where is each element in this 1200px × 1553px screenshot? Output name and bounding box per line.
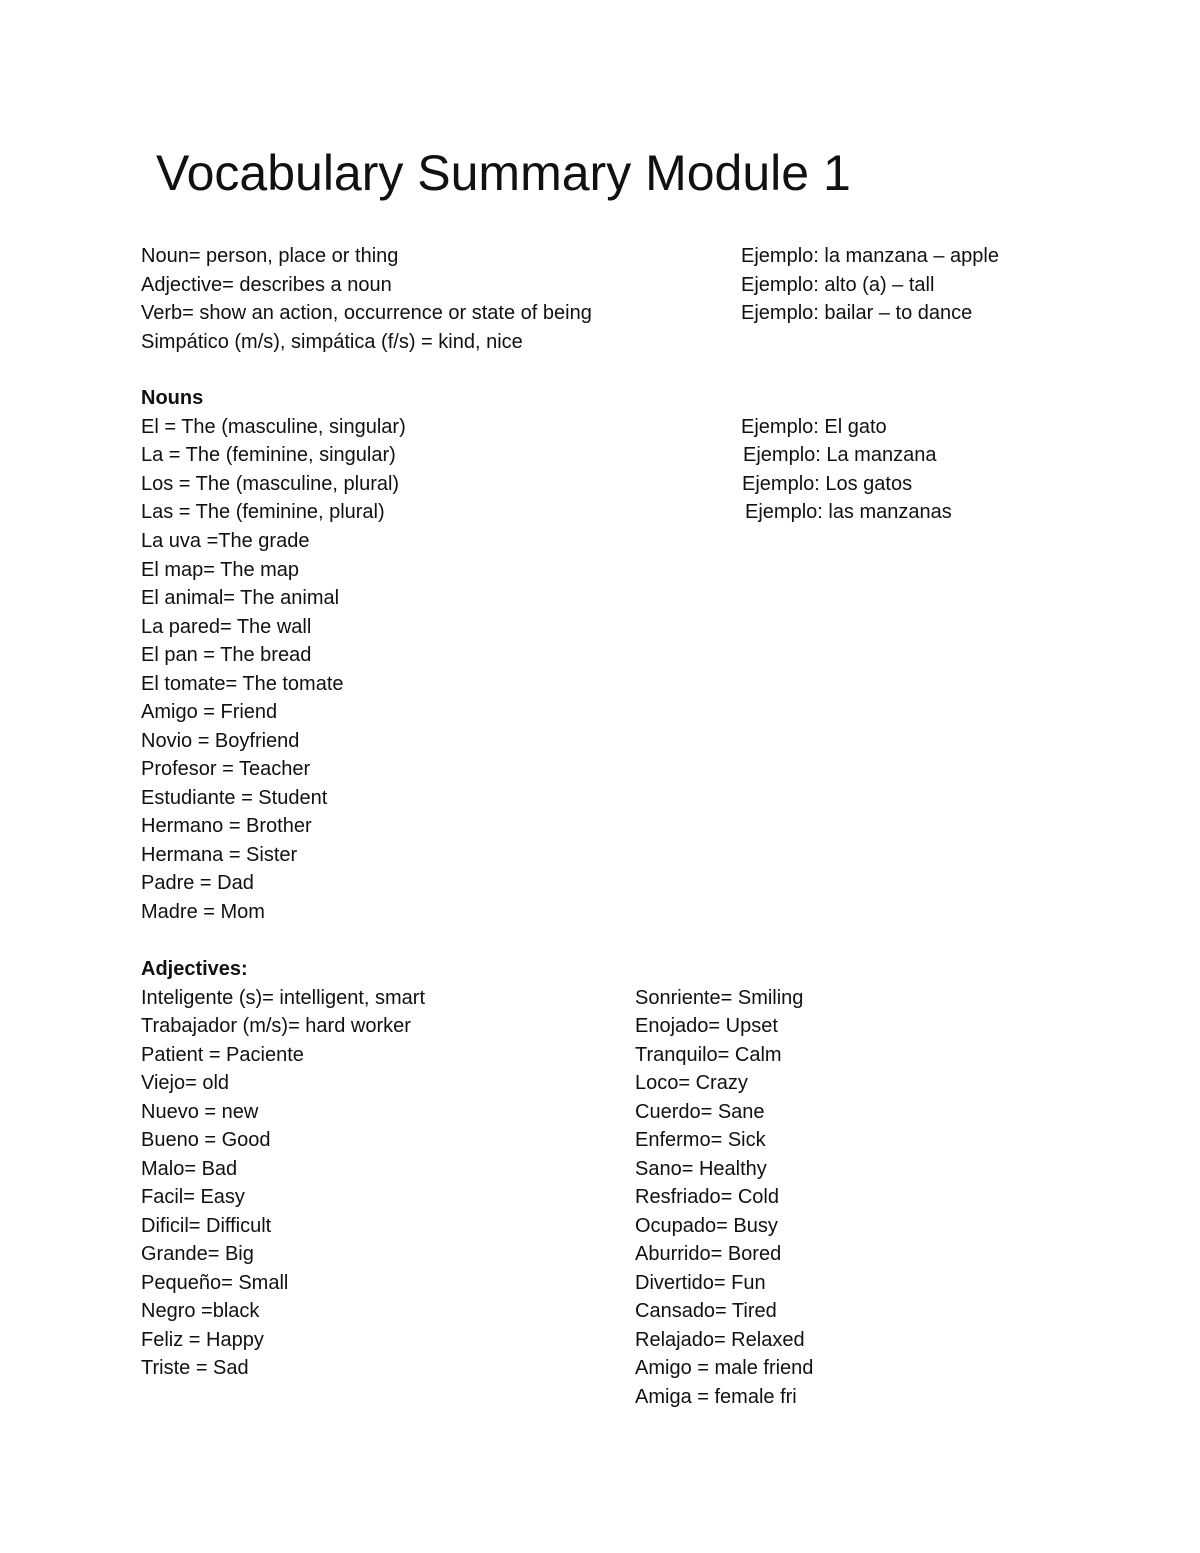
adjective-item-right: Loco= Crazy [635,1072,748,1094]
adjective-item-right: Ocupado= Busy [635,1215,778,1237]
adjective-item: Patient = Paciente [141,1044,304,1066]
nouns-heading: Nouns [141,387,204,409]
adjective-item-right: Amiga = female fri [635,1386,797,1408]
adjective-item: Grande= Big [141,1243,254,1265]
adjective-item-right: Enfermo= Sick [635,1129,766,1151]
definition-verb-example: Ejemplo: bailar – to dance [741,302,973,324]
article-la-example: Ejemplo: La manzana [743,444,937,466]
adjective-item-right: Resfriado= Cold [635,1186,779,1208]
adjective-item: Inteligente (s)= intelligent, smart [141,987,426,1009]
definition-noun: Noun= person, place or thing [141,245,399,267]
adjective-item-right: Sonriente= Smiling [635,987,804,1009]
definition-adjective-example: Ejemplo: alto (a) – tall [741,274,935,296]
noun-item: Profesor = Teacher [141,758,311,780]
adjective-item-right: Cansado= Tired [635,1300,777,1322]
adjective-item-right: Enojado= Upset [635,1015,778,1037]
noun-item: La pared= The wall [141,616,312,638]
article-las-example: Ejemplo: las manzanas [745,501,952,523]
adjective-item: Feliz = Happy [141,1329,264,1351]
adjective-item: Triste = Sad [141,1357,249,1379]
article-la: La = The (feminine, singular) [141,444,396,466]
article-las: Las = The (feminine, plural) [141,501,385,523]
noun-item: Amigo = Friend [141,701,278,723]
adjective-item: Negro =black [141,1300,260,1322]
adjective-item-right: Sano= Healthy [635,1158,767,1180]
adjective-item: Trabajador (m/s)= hard worker [141,1015,411,1037]
noun-item: El map= The map [141,559,300,581]
adjective-item: Dificil= Difficult [141,1215,272,1237]
definition-noun-example: Ejemplo: la manzana – apple [741,245,999,267]
adjective-item-right: Tranquilo= Calm [635,1044,782,1066]
adjective-item-right: Divertido= Fun [635,1272,766,1294]
article-el: El = The (masculine, singular) [141,416,406,438]
noun-item: El animal= The animal [141,587,340,609]
adjectives-heading: Adjectives: [141,958,248,980]
adjective-item: Bueno = Good [141,1129,271,1151]
noun-item: Estudiante = Student [141,787,328,809]
noun-item: Hermana = Sister [141,844,298,866]
adjective-item: Pequeño= Small [141,1272,289,1294]
definition-simpatico: Simpático (m/s), simpática (f/s) = kind, nice [141,331,523,353]
adjective-item: Malo= Bad [141,1158,238,1180]
article-los-example: Ejemplo: Los gatos [742,473,913,495]
adjective-item-right: Relajado= Relaxed [635,1329,805,1351]
noun-item: La uva =The grade [141,530,310,552]
adjective-item: Facil= Easy [141,1186,245,1208]
adjective-item: Nuevo = new [141,1101,259,1123]
noun-item: El pan = The bread [141,644,312,666]
article-el-example: Ejemplo: El gato [741,416,887,438]
adjective-item-right: Aburrido= Bored [635,1243,782,1265]
noun-item: Padre = Dad [141,872,254,894]
definition-adjective: Adjective= describes a noun [141,274,392,296]
noun-item: Novio = Boyfriend [141,730,300,752]
noun-item: Hermano = Brother [141,815,312,837]
adjective-item-right: Amigo = male friend [635,1357,814,1379]
article-los: Los = The (masculine, plural) [141,473,400,495]
noun-item: Madre = Mom [141,901,265,923]
adjective-item: Viejo= old [141,1072,230,1094]
definition-verb: Verb= show an action, occurrence or state of being [141,302,592,324]
adjective-item-right: Cuerdo= Sane [635,1101,765,1123]
noun-item: El tomate= The tomate [141,673,344,695]
page-title: Vocabulary Summary Module 1 [156,145,851,201]
